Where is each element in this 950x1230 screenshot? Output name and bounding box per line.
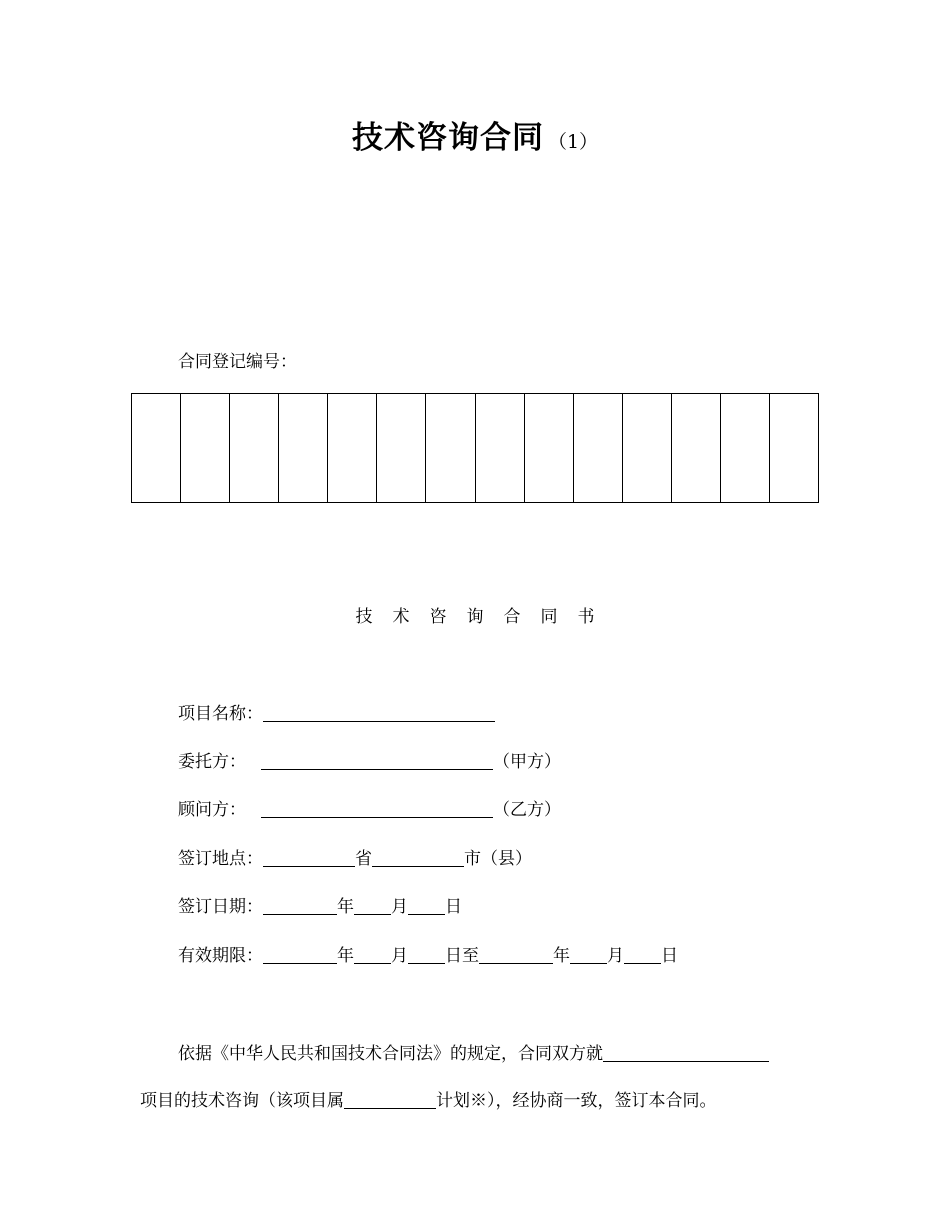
- date-label: 签订日期：: [178, 897, 263, 917]
- contract-subtitle: 技术咨询合同书: [355, 607, 615, 627]
- body-paragraph-line-2: [140, 1086, 717, 1111]
- plan-blank[interactable]: [344, 1090, 436, 1109]
- registration-cell[interactable]: [132, 394, 181, 502]
- client-suffix: （甲方）: [493, 752, 561, 772]
- validity-row: [178, 941, 678, 966]
- consultant-blank[interactable]: [261, 799, 493, 818]
- project-name-blank[interactable]: [263, 703, 495, 722]
- validity-end-year-blank[interactable]: [479, 945, 553, 964]
- day-label: 日: [445, 897, 462, 917]
- registration-number-grid: [131, 393, 819, 503]
- registration-cell[interactable]: [181, 394, 230, 502]
- to-label: 日至: [445, 946, 479, 966]
- year-label: 年: [337, 897, 354, 917]
- date-day-blank[interactable]: [408, 896, 445, 915]
- body-paragraph-line-1: [178, 1039, 769, 1064]
- registration-cell[interactable]: [672, 394, 721, 502]
- project-name-row: [178, 699, 495, 724]
- registration-cell[interactable]: [279, 394, 328, 502]
- project-blank[interactable]: [603, 1043, 769, 1062]
- registration-cell[interactable]: [328, 394, 377, 502]
- client-blank[interactable]: [261, 751, 493, 770]
- consultant-row: [178, 795, 561, 820]
- document-title: [0, 112, 950, 157]
- date-month-blank[interactable]: [354, 896, 391, 915]
- province-label: 省: [355, 849, 372, 869]
- province-blank[interactable]: [263, 848, 355, 867]
- place-label: 签订地点：: [178, 849, 263, 869]
- registration-cell[interactable]: [476, 394, 525, 502]
- client-label: 委托方：: [178, 752, 246, 772]
- month-label: 月: [391, 946, 408, 966]
- city-label: 市（县）: [464, 849, 532, 869]
- title-main: 技术咨询合同: [351, 120, 544, 156]
- year-label: 年: [553, 946, 570, 966]
- validity-end-month-blank[interactable]: [570, 945, 607, 964]
- validity-start-year-blank[interactable]: [263, 945, 337, 964]
- consultant-label: 顾问方：: [178, 800, 246, 820]
- registration-cell[interactable]: [426, 394, 475, 502]
- validity-end-day-blank[interactable]: [624, 945, 661, 964]
- month-label: 月: [607, 946, 624, 966]
- month-label: 月: [391, 897, 408, 917]
- project-name-label: 项目名称：: [178, 704, 263, 724]
- validity-label: 有效期限：: [178, 946, 263, 966]
- validity-start-month-blank[interactable]: [354, 945, 391, 964]
- consultant-suffix: （乙方）: [493, 800, 561, 820]
- day-label: 日: [661, 946, 678, 966]
- registration-cell[interactable]: [377, 394, 426, 502]
- date-year-blank[interactable]: [263, 896, 337, 915]
- city-blank[interactable]: [372, 848, 464, 867]
- body-text: 计划※），经协商一致，签订本合同。: [436, 1091, 717, 1111]
- title-sub: （1）: [547, 131, 599, 153]
- registration-cell[interactable]: [230, 394, 279, 502]
- registration-label: 合同登记编号：: [178, 352, 297, 372]
- registration-cell[interactable]: [525, 394, 574, 502]
- registration-cell[interactable]: [623, 394, 672, 502]
- body-text: 项目的技术咨询（该项目属: [140, 1091, 344, 1111]
- place-row: [178, 844, 532, 869]
- registration-cell[interactable]: [770, 394, 818, 502]
- date-row: [178, 892, 462, 917]
- registration-cell[interactable]: [574, 394, 623, 502]
- registration-cell[interactable]: [721, 394, 770, 502]
- validity-start-day-blank[interactable]: [408, 945, 445, 964]
- client-row: [178, 747, 561, 772]
- body-text: 依据《中华人民共和国技术合同法》的规定，合同双方就: [178, 1044, 603, 1064]
- year-label: 年: [337, 946, 354, 966]
